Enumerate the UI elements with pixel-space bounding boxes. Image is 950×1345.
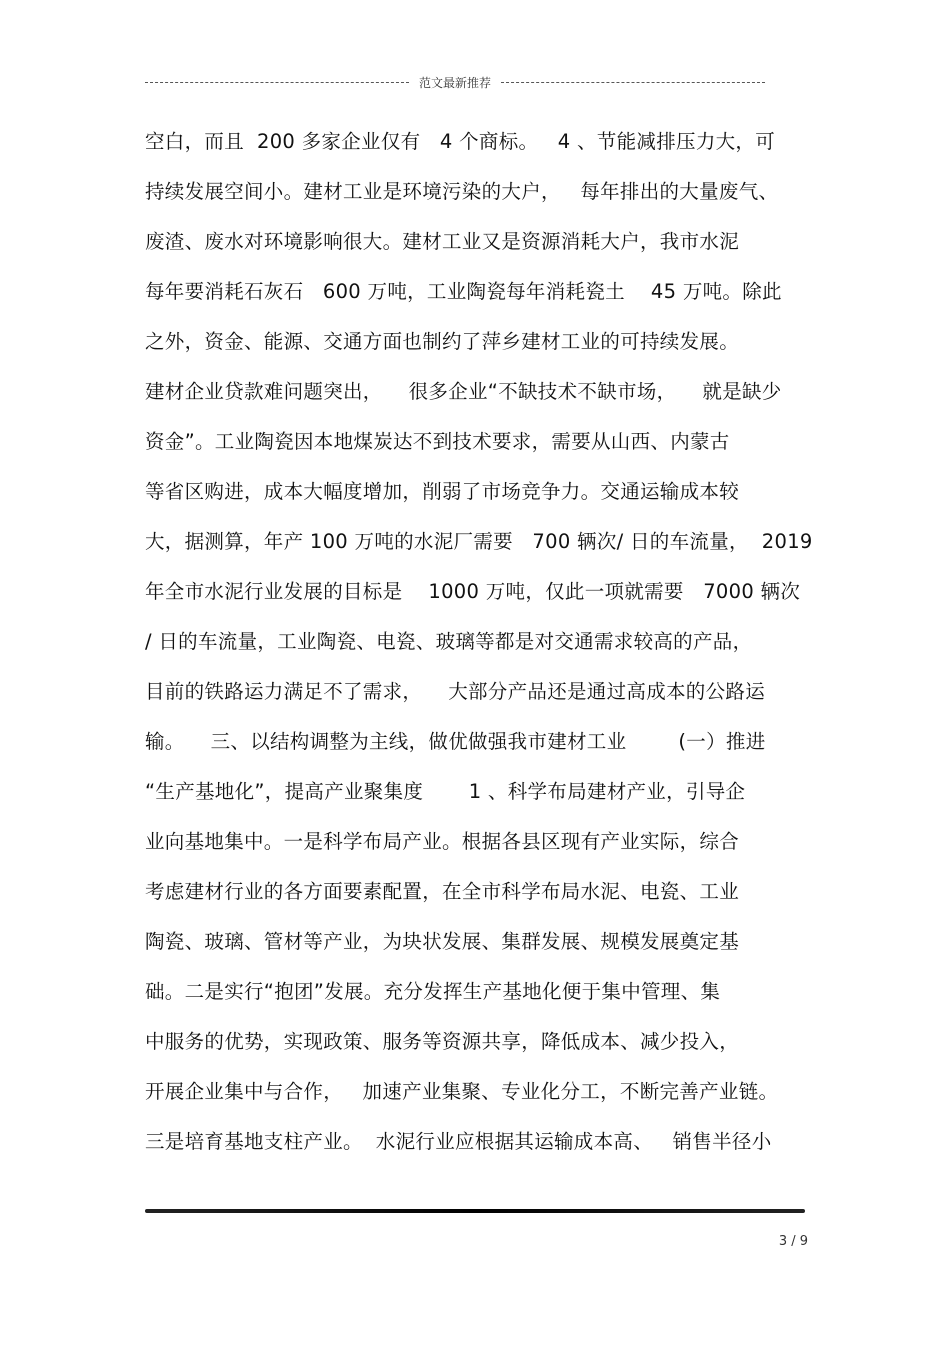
text-line: 资金”。工业陶瓷因本地煤炭达不到技术要求，需要从山西、内蒙古 bbox=[145, 430, 730, 453]
text-line: 目前的铁路运力满足不了需求， 大部分产品还是通过高成本的公路运 bbox=[145, 680, 765, 703]
footer-rule bbox=[145, 1209, 805, 1213]
text-line: 大，据测算，年产 100 万吨的水泥厂需要 700 辆次/ 日的车流量， 2019 bbox=[145, 530, 813, 553]
text-line: 输。 三、以结构调整为主线，做优做强我市建材工业 (一）推进 bbox=[145, 730, 766, 753]
page-number: 3 / 9 bbox=[778, 1234, 808, 1249]
text-line: 空白，而且 200 多家企业仅有 4 个商标。 4 、节能减排压力大，可 bbox=[145, 130, 776, 153]
text-line: 础。二是实行“抱团”发展。充分发挥生产基地化便于集中管理、集 bbox=[145, 980, 721, 1003]
text-line: 持续发展空间小。建材工业是环境污染的大户， 每年排出的大量废气、 bbox=[145, 180, 779, 203]
text-line: 开展企业集中与合作， 加速产业集聚、专业化分工，不断完善产业链。 bbox=[145, 1080, 779, 1103]
header-dashed-rule-right bbox=[501, 82, 765, 83]
text-line: 陶瓷、玻璃、管材等产业，为块状发展、集群发展、规模发展奠定基 bbox=[145, 930, 740, 953]
text-line: 之外，资金、能源、交通方面也制约了萍乡建材工业的可持续发展。 bbox=[145, 330, 740, 353]
text-line: 中服务的优势，实现政策、服务等资源共享，降低成本、减少投入， bbox=[145, 1030, 740, 1053]
text-line: 等省区购进，成本大幅度增加，削弱了市场竞争力。交通运输成本较 bbox=[145, 480, 740, 503]
text-line: “生产基地化”，提高产业聚集度 1 、科学布局建材产业，引导企 bbox=[145, 780, 746, 803]
text-line: 三是培育基地支柱产业。 水泥行业应根据其运输成本高、 销售半径小 bbox=[145, 1130, 772, 1153]
page-header bbox=[145, 72, 765, 92]
header-dashed-rule-left bbox=[145, 82, 409, 83]
text-line: 年全市水泥行业发展的目标是 1000 万吨，仅此一项就需要 7000 辆次 bbox=[145, 580, 801, 603]
text-line: 每年要消耗石灰石 600 万吨，工业陶瓷每年消耗瓷土 45 万吨。除此 bbox=[145, 280, 782, 303]
header-title: 范文最新推荐 bbox=[419, 75, 492, 90]
document-body bbox=[145, 122, 813, 1172]
text-line: 建材企业贷款难问题突出， 很多企业“不缺技术不缺市场， 就是缺少 bbox=[145, 380, 782, 403]
text-line: 废渣、废水对环境影响很大。建材工业又是资源消耗大户，我市水泥 bbox=[145, 230, 740, 253]
text-line: 考虑建材行业的各方面要素配置，在全市科学布局水泥、电瓷、工业 bbox=[145, 880, 740, 903]
text-line: 业向基地集中。一是科学布局产业。根据各县区现有产业实际，综合 bbox=[145, 830, 740, 853]
text-line: / 日的车流量，工业陶瓷、电瓷、玻璃等都是对交通需求较高的产品， bbox=[145, 630, 753, 653]
